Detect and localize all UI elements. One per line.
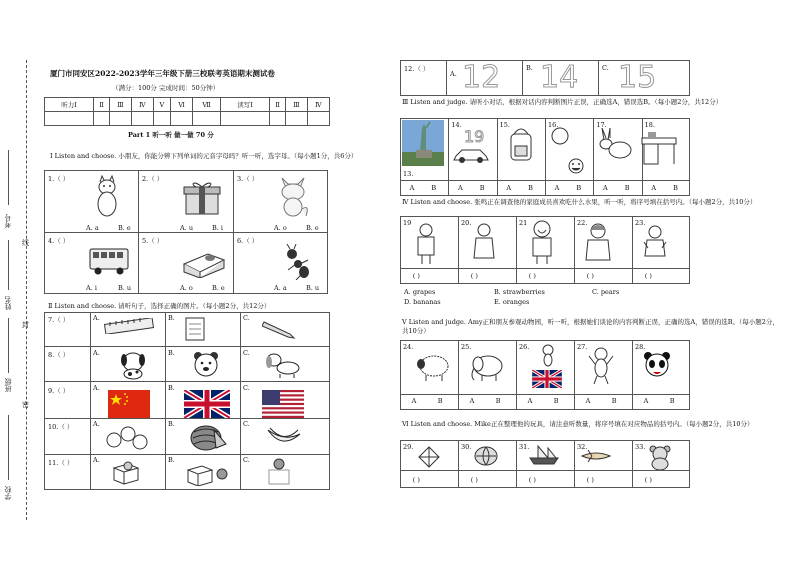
child-picture [642, 224, 668, 264]
sec5-opt-a[interactable]: A [411, 397, 417, 405]
q2-num[interactable]: 2.（ ） [142, 175, 164, 183]
sec6-answer-paren[interactable]: ( ) [644, 476, 652, 484]
sec5-item-num: 25. [461, 343, 472, 351]
sec6-item-num: 29. [403, 443, 414, 451]
score-header-cell: Ⅲ [110, 98, 132, 112]
q10-num[interactable]: 10.（ ） [48, 423, 74, 431]
q9-opt-b[interactable]: B. [168, 384, 175, 392]
ball-on-box-picture [264, 458, 294, 486]
sec3-opt-b[interactable]: B [673, 184, 678, 192]
fruit-picture [548, 124, 588, 174]
notebook-picture [184, 316, 206, 342]
sec4-item-num: 23. [635, 219, 646, 227]
label-mi: 密 [22, 401, 29, 409]
blank-xuexiao[interactable] [8, 415, 9, 480]
china-flag-picture [108, 390, 150, 418]
q8-opt-a[interactable]: A. [93, 349, 100, 357]
label-banji: 班级 [4, 378, 12, 392]
sec6-answer-paren[interactable]: ( ) [528, 476, 536, 484]
sec6-answer-paren[interactable]: ( ) [586, 476, 594, 484]
sec2-title: Ⅱ Listen and choose. 请听句子，选择正确的图片。（每小题2分，共12分） [48, 302, 271, 310]
sec5-title: Ⅴ Listen and judge. Amy正和朋友参观动物园，听一听，根据她们谈论的内容判断正误，正确的选A，错误的选B。（每小题2分，共10分） [402, 318, 779, 335]
q5-opt-a[interactable]: A. o [180, 284, 193, 292]
q11-num[interactable]: 11.（ ） [48, 459, 74, 467]
sec6-row-separator [400, 470, 690, 471]
score-header-cell: Ⅱ [270, 98, 286, 112]
fruit-option-b: B. strawberries [494, 288, 545, 296]
q11-opt-b[interactable]: B. [168, 456, 175, 464]
sec3-opt-a[interactable]: A [651, 184, 657, 192]
boat-picture [528, 444, 560, 466]
sec4-item-num: 22. [577, 219, 588, 227]
exam-title: 厦门市同安区2022-2023学年三年级下册三校联考英语期末测试卷 [50, 69, 275, 78]
sec3-title: Ⅲ Listen and judge. 请听小对话，根据对话内容判断图片正误，正确选A，错误选B。（每小题2分，共12分） [402, 98, 723, 106]
sec4-title: Ⅳ Listen and choose. 张鸣正在调查他的家庭成员喜欢吃什么水果，听一听，将序号填在括号内。（每小题2分，共10分） [402, 198, 757, 206]
teddy-bear-picture [646, 444, 674, 470]
sec5-divider [516, 340, 517, 410]
sec4-divider [516, 216, 517, 284]
fruit-option-d: D. bananas [404, 298, 441, 306]
sec4-answer-paren[interactable]: ( ) [586, 272, 594, 280]
sec3-item-num: 16. [548, 121, 559, 129]
q9-opt-c[interactable]: C. [243, 384, 250, 392]
sec6-divider [458, 440, 459, 488]
monkey-small-picture [540, 344, 556, 368]
sec6-item-num: 31. [519, 443, 530, 451]
sec4-answer-paren[interactable]: ( ) [470, 272, 478, 280]
ball-picture [474, 446, 498, 466]
q8-opt-c[interactable]: C. [243, 349, 250, 357]
score-header-cell: Ⅳ [131, 98, 153, 112]
sheep-picture [416, 352, 450, 382]
q8-opt-b[interactable]: B. [168, 349, 175, 357]
fox-picture [276, 174, 310, 218]
part1-heading: Part 1 听一听 做一做 70 分 [128, 131, 214, 139]
q5-num[interactable]: 5.（ ） [142, 237, 164, 245]
sec3-divider [448, 118, 449, 196]
q1-opt-a[interactable]: A. a [86, 224, 99, 232]
sec3-opt-a[interactable]: A [506, 184, 512, 192]
fruit-option-e: E. oranges [494, 298, 530, 306]
fruit-option-c: C. pears [592, 288, 620, 296]
score-header-cell: Ⅱ [94, 98, 110, 112]
q1-num[interactable]: 1.（ ） [48, 175, 70, 183]
dog-picture [262, 350, 302, 378]
sec3-item-num: 18. [644, 121, 655, 129]
girl-picture [472, 222, 496, 266]
sec5-item-num: 24. [403, 343, 414, 351]
sec6-item-num: 33. [635, 443, 646, 451]
q4-opt-a[interactable]: A. i [86, 284, 97, 292]
usa-flag-picture [262, 390, 304, 418]
sec6-divider [632, 440, 633, 488]
nineteen-car-picture [452, 126, 492, 166]
label-xian: 线 [22, 239, 29, 247]
sec6-answer-paren[interactable]: ( ) [412, 476, 420, 484]
q7-opt-a[interactable]: A. [93, 314, 100, 322]
bed-picture [180, 246, 226, 278]
sec3-divider [545, 118, 546, 196]
score-table [44, 97, 330, 126]
score-header-cell: Ⅵ [170, 98, 192, 112]
plane-picture [580, 448, 612, 464]
sec6-divider [574, 440, 575, 488]
sec3-opt-b[interactable]: B [576, 184, 582, 192]
score-blank-cell[interactable] [170, 112, 192, 126]
sec6-item-num: 32. [577, 443, 588, 451]
q11-opt-a[interactable]: A. [93, 456, 100, 464]
pencil-picture [262, 318, 296, 340]
q9-num[interactable]: 9.（ ） [48, 387, 70, 395]
q12-opt-c[interactable]: C. [602, 64, 609, 72]
score-header-cell: Ⅶ [193, 98, 221, 112]
q12-num[interactable]: 12.（ ） [404, 65, 430, 73]
exam-subtitle: （满分：100分 完成时间：50分钟） [112, 84, 220, 92]
sec3-opt-a[interactable]: A [409, 184, 415, 192]
q3-opt-b[interactable]: B. e [306, 224, 319, 232]
sec3-item-num: 14. [451, 121, 462, 129]
elephant-picture [468, 352, 504, 382]
number-12: 12 [462, 60, 501, 95]
sec4-divider [632, 216, 633, 284]
svg-text:19: 19 [464, 127, 485, 146]
sec3-opt-b[interactable]: B [528, 184, 533, 192]
q12-opt-b[interactable]: B. [526, 64, 533, 72]
grandma-picture [584, 222, 612, 266]
q4-num[interactable]: 4.（ ） [48, 237, 70, 245]
oranges-picture [104, 424, 150, 450]
bananas-picture [264, 424, 302, 450]
sec3-item-num: 15. [499, 121, 510, 129]
score-blank-cell[interactable] [45, 112, 94, 126]
sec4-item-num: 20. [461, 219, 472, 227]
q8-num[interactable]: 8.（ ） [48, 351, 70, 359]
sec5-item-num: 26. [519, 343, 530, 351]
sec4-answer-paren[interactable]: ( ) [528, 272, 536, 280]
q10-opt-b[interactable]: B. [168, 420, 175, 428]
sec5-opt-b[interactable]: B [437, 397, 443, 405]
sec3-item-num: 17. [596, 121, 607, 129]
sec5-item-num: 27. [577, 343, 588, 351]
score-blank-cell[interactable] [307, 112, 329, 126]
blank-xingming[interactable] [8, 240, 9, 290]
score-blank-cell[interactable] [153, 112, 170, 126]
statue-of-liberty-picture [402, 120, 444, 166]
score-blank-cell[interactable] [193, 112, 221, 126]
q3-num[interactable]: 3.（ ） [237, 175, 259, 183]
q11-opt-c[interactable]: C. [243, 456, 250, 464]
gift-box-picture [182, 180, 222, 216]
blank-kaohao[interactable] [8, 150, 9, 205]
sec4-item-num: 21 [519, 219, 528, 227]
sec6-item-num: 30. [461, 443, 472, 451]
label-xuexiao: 学校 [4, 486, 12, 500]
score-blank-cell[interactable] [270, 112, 286, 126]
q9-opt-a[interactable]: A. [93, 384, 100, 392]
fruit-option-a: A. grapes [404, 288, 436, 296]
q12-opt-a[interactable]: A. [450, 70, 457, 78]
sec5-opt-b[interactable]: B [553, 397, 559, 405]
panda-picture [642, 350, 672, 382]
sec5-opt-b[interactable]: B [611, 397, 617, 405]
sec5-opt-a[interactable]: A [527, 397, 533, 405]
score-blank-cell[interactable] [286, 112, 308, 126]
q3-opt-a[interactable]: A. o [274, 224, 287, 232]
binding-line [26, 60, 27, 520]
sec5-opt-a[interactable]: A [643, 397, 649, 405]
sec4-answer-paren[interactable]: ( ) [644, 272, 652, 280]
watermelon-picture [188, 422, 228, 452]
sec5-item-num: 28. [635, 343, 646, 351]
sec3-item-num: 13. [403, 170, 414, 178]
score-header-cell: 听力Ⅰ [45, 98, 94, 112]
label-xingming: 姓名 [4, 296, 12, 310]
sec3-opt-a[interactable]: A [603, 184, 608, 192]
score-header-cell: Ⅳ [307, 98, 329, 112]
desk-picture [640, 130, 680, 168]
ant-picture [282, 244, 312, 280]
sec3-divider [497, 118, 498, 196]
score-header-cell: 读写Ⅰ [220, 98, 269, 112]
dalmatian-picture [118, 350, 148, 380]
sec6-title: Ⅵ Listen and choose. Mike正在整理他的玩具，请注意听数量，将序号填在对应物品的括号内。（每小题2分，共10分） [402, 420, 754, 428]
sec5-divider [632, 340, 633, 410]
sec3-opt-a[interactable]: A [554, 184, 560, 192]
sec5-divider [574, 340, 575, 410]
sec5-divider [458, 340, 459, 410]
monkey-picture [588, 346, 614, 386]
box-ball-picture [110, 458, 142, 486]
sec4-answer-paren[interactable]: ( ) [412, 272, 420, 280]
uk-flag-picture [184, 390, 230, 418]
cat-picture [92, 174, 122, 218]
sec5-opt-a[interactable]: A [469, 397, 475, 405]
score-blank-cell[interactable] [110, 112, 132, 126]
q5-opt-b[interactable]: B. e [212, 284, 225, 292]
q7-num[interactable]: 7.（ ） [48, 316, 70, 324]
sec4-item-num: 19 [403, 219, 412, 227]
q4-opt-b[interactable]: B. u [118, 284, 132, 292]
q7-opt-c[interactable]: C. [243, 314, 250, 322]
q6-opt-a[interactable]: A. a [274, 284, 287, 292]
ball-box-picture [184, 460, 230, 486]
man-picture [414, 222, 438, 266]
sec1-title: Ⅰ Listen and choose. 小朋友，你能分辨下列单词的元音字母吗？听一听，选字母。（每小题1分，共6分） [50, 152, 358, 160]
sec3-opt-b[interactable]: B [479, 184, 485, 192]
grandpa-picture [528, 220, 556, 266]
sec4-divider [458, 216, 459, 284]
sec5-opt-a[interactable]: A [585, 397, 591, 405]
uk-flag-small-picture [532, 370, 562, 388]
number-14: 14 [540, 60, 579, 95]
q2-opt-b[interactable]: B. i [212, 224, 223, 232]
sec4-divider [574, 216, 575, 284]
q2-opt-a[interactable]: A. u [180, 224, 194, 232]
bus-picture [88, 246, 130, 276]
sec5-opt-b[interactable]: B [495, 397, 501, 405]
bear-picture [192, 350, 220, 380]
score-blank-cell[interactable] [131, 112, 153, 126]
rabbit-picture [594, 128, 634, 160]
kite-picture [418, 446, 440, 470]
q1-opt-b[interactable]: B. e [118, 224, 131, 232]
q10-opt-c[interactable]: C. [243, 420, 250, 428]
sec3-row-separator [400, 180, 690, 181]
q7-opt-b[interactable]: B. [168, 314, 175, 322]
sec3-opt-b[interactable]: B [624, 184, 630, 192]
score-blank-cell[interactable] [220, 112, 269, 126]
sec6-answer-paren[interactable]: ( ) [470, 476, 478, 484]
sec6-divider [516, 440, 517, 488]
backpack-picture [508, 124, 534, 164]
label-feng: 封 [22, 321, 29, 329]
blank-banji[interactable] [8, 318, 9, 373]
q6-num[interactable]: 6.（ ） [237, 237, 259, 245]
sec3-opt-a[interactable]: A [458, 184, 463, 192]
q10-opt-a[interactable]: A. [93, 420, 100, 428]
ruler-picture [104, 318, 154, 334]
label-kaohao: 考号 [4, 214, 12, 228]
sec4-row-separator [400, 268, 690, 269]
sec3-opt-b[interactable]: B [431, 184, 437, 192]
sec5-opt-b[interactable]: B [669, 397, 675, 405]
score-header-cell: Ⅴ [153, 98, 170, 112]
number-15: 15 [618, 60, 657, 95]
sec5-row-separator [400, 394, 690, 395]
score-header-cell: Ⅲ [286, 98, 308, 112]
q6-opt-b[interactable]: B. u [306, 284, 320, 292]
score-blank-cell[interactable] [94, 112, 110, 126]
